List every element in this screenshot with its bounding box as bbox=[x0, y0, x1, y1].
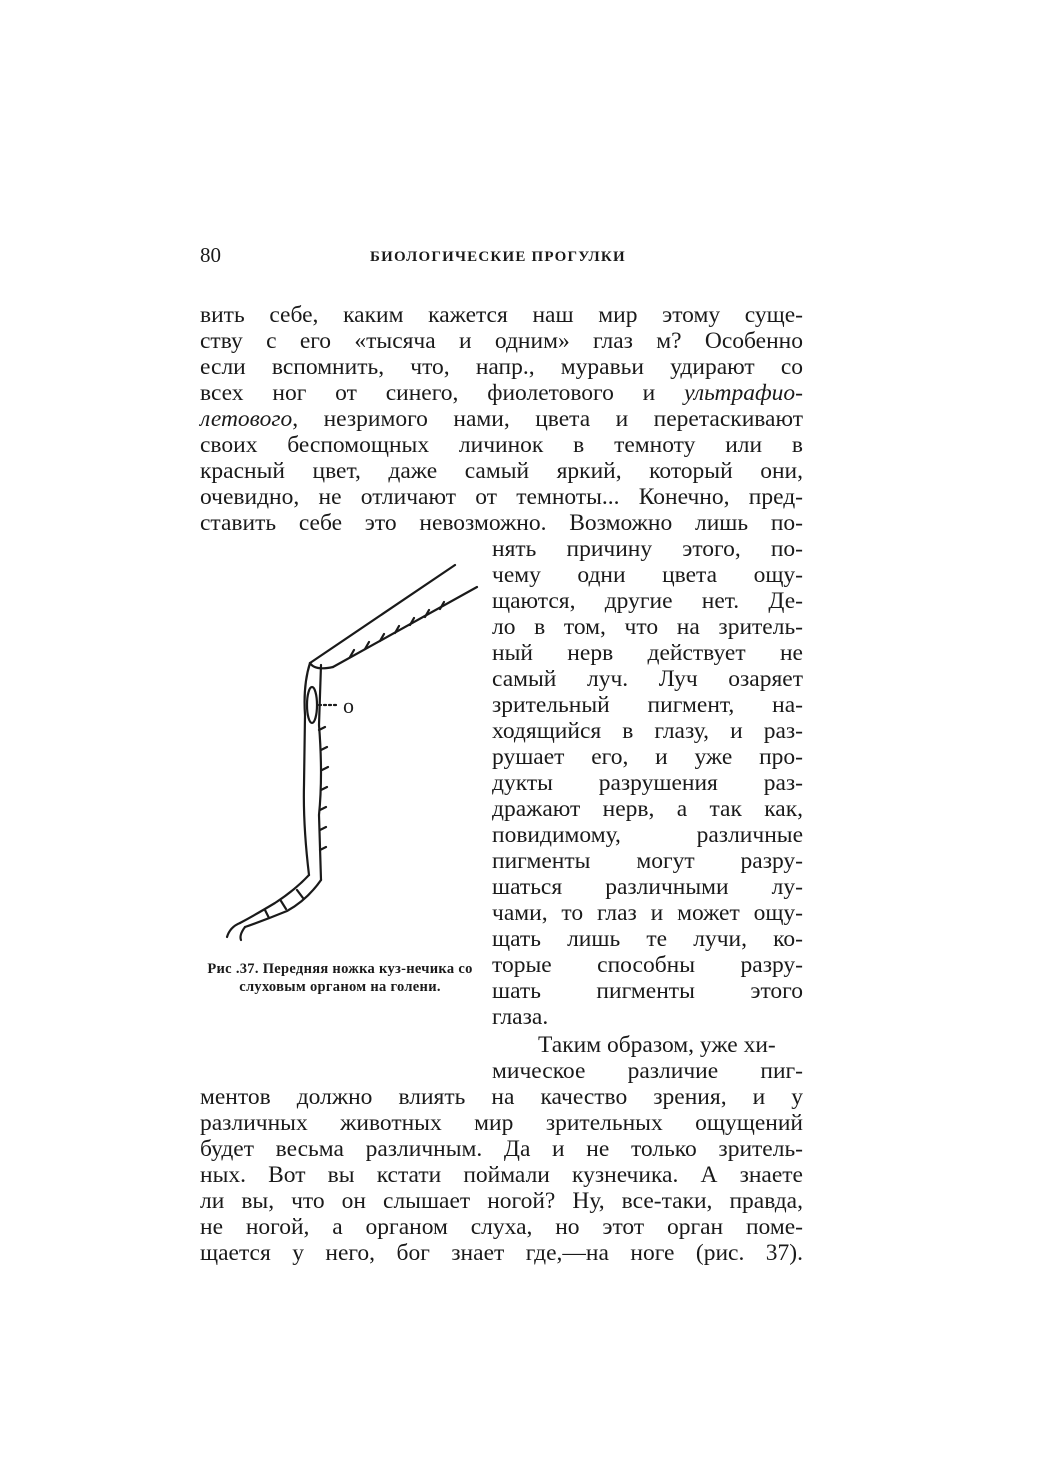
wrap-line: дражают нерв, а так как, bbox=[492, 796, 803, 822]
italic-term: летового bbox=[200, 406, 293, 432]
wrap-line: пигменты могут разру- bbox=[492, 848, 803, 874]
wrap-line: нять причину этого, по- bbox=[492, 536, 803, 562]
body-line: если вспомнить, что, напр., муравьи удирают со bbox=[200, 354, 803, 380]
wrap-line: ный нерв действует не bbox=[492, 640, 803, 666]
wrap-line: шать пигменты этого bbox=[492, 978, 803, 1004]
running-head: БИОЛОГИЧЕСКИЕ ПРОГУЛКИ bbox=[370, 249, 626, 265]
body-line: различных животных мир зрительных ощущений bbox=[200, 1110, 803, 1136]
body-line bbox=[200, 380, 803, 406]
body-line: ли вы, что он слышает ногой? Ну, все-таки, правда, bbox=[200, 1188, 803, 1214]
hearing-organ bbox=[307, 687, 317, 723]
body-line: своих беспомощных личинок в темноту или в bbox=[200, 432, 803, 458]
wrap-line: зрительный пигмент, на- bbox=[492, 692, 803, 718]
wrap-line: самый луч. Луч озаряет bbox=[492, 666, 803, 692]
wrap-line: дукты разрушения раз- bbox=[492, 770, 803, 796]
body-line: ных. Вот вы кстати поймали кузнечика. А знаете bbox=[200, 1162, 803, 1188]
grasshopper-leg-figure bbox=[215, 555, 495, 955]
wrap-line: щаются, другие нет. Де- bbox=[492, 588, 803, 614]
wrap-line: глаза. bbox=[492, 1004, 549, 1030]
body-line: очевидно, не отличают от темноты... Конечно, пред- bbox=[200, 484, 803, 510]
claw bbox=[227, 923, 245, 940]
body-line: вить себе, каким кажется наш мир этому суще- bbox=[200, 302, 803, 328]
figure-caption: Рис .37. Передняя ножка куз-нечика со слуховым органом на голени. bbox=[207, 961, 473, 995]
organ-label: о bbox=[343, 693, 354, 718]
page-number: 80 bbox=[200, 243, 221, 267]
body-line: будет весьма различным. Да и не только зритель- bbox=[200, 1136, 803, 1162]
body-line: ментов должно влиять на качество зрения, и у bbox=[200, 1084, 803, 1110]
wrap-line: чему одни цвета ощу- bbox=[492, 562, 803, 588]
body-line: красный цвет, даже самый яркий, который они, bbox=[200, 458, 803, 484]
body-line: щается у него, бог знает где,—на ноге (рис. 37). bbox=[200, 1240, 803, 1266]
italic-term: ультрафио- bbox=[684, 380, 803, 406]
tibia-right-edge bbox=[319, 665, 321, 880]
wrap-line: рушает его, и уже про- bbox=[492, 744, 803, 770]
wrap-line: щать лишь те лучи, ко- bbox=[492, 926, 803, 952]
femur-hairs bbox=[350, 602, 444, 657]
wrap-line: шаться различными лу- bbox=[492, 874, 803, 900]
body-text: всех ног от синего, фиолетового и bbox=[200, 380, 685, 406]
body-line: ставить себе это невозможно. Возможно лишь по- bbox=[200, 510, 803, 536]
wrap-line: мическое различие пиг- bbox=[492, 1058, 803, 1084]
body-line: не ногой, а органом слуха, но этот орган поме- bbox=[200, 1214, 803, 1240]
body-text: , незримого нами, цвета и перетаскивают bbox=[292, 406, 803, 432]
body-line bbox=[200, 406, 803, 432]
wrap-line: торые способны разру- bbox=[492, 952, 803, 978]
body-line: ству с его «тысяча и одним» глаз м? Особенно bbox=[200, 328, 803, 354]
wrap-line: ходящийся в глазу, и раз- bbox=[492, 718, 803, 744]
wrap-line: повидимому, различные bbox=[492, 822, 803, 848]
paragraph-first-line: Таким образом, уже хи- bbox=[538, 1032, 776, 1058]
femur-upper-edge bbox=[310, 565, 455, 663]
wrap-line: чами, то глаз и может ощу- bbox=[492, 900, 803, 926]
wrap-line: ло в том, что на зритель- bbox=[492, 614, 803, 640]
